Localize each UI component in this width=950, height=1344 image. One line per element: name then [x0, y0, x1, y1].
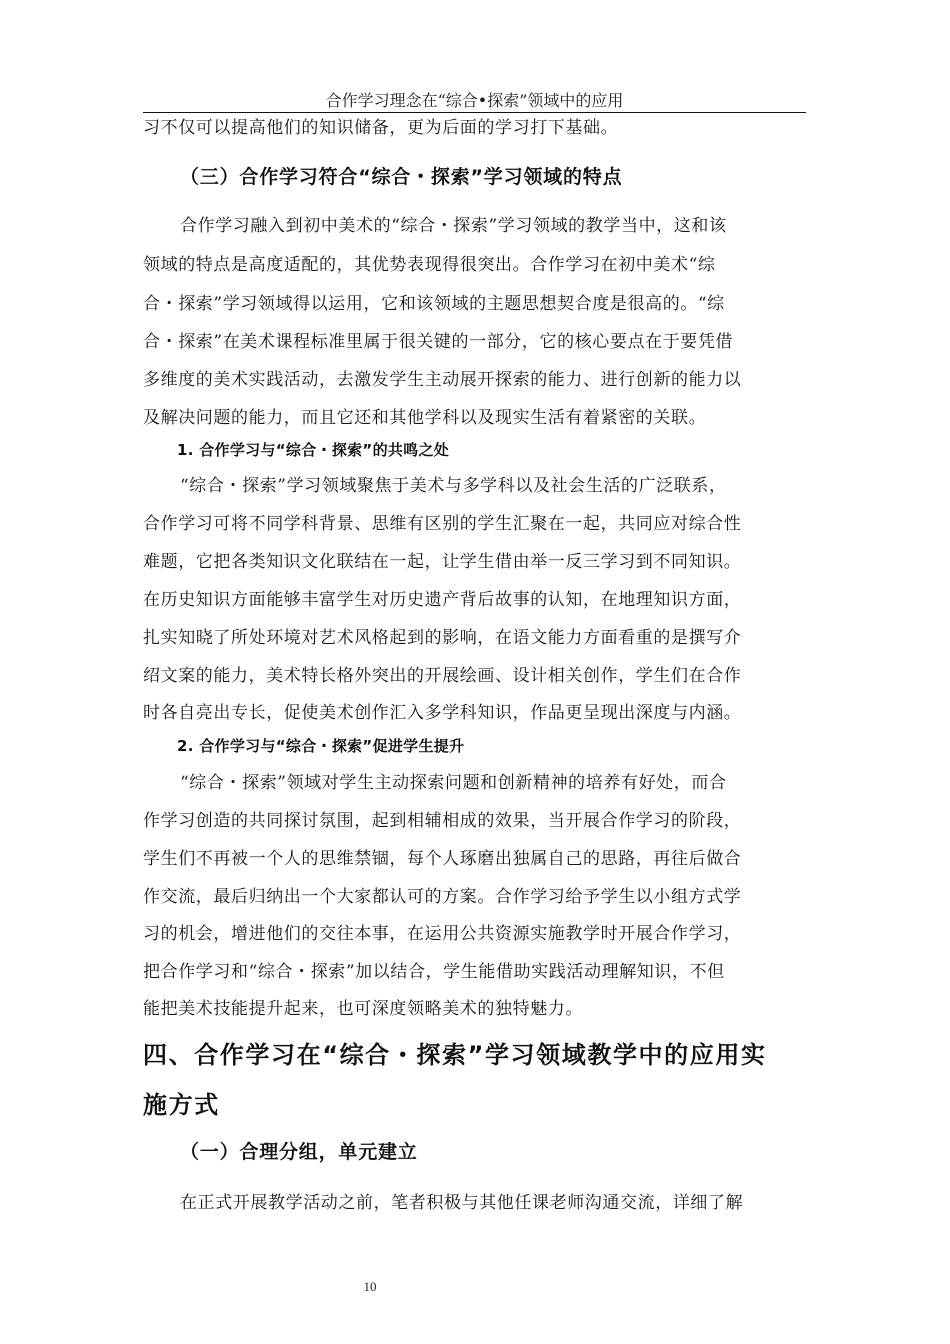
continuation-line: 习不仅可以提高他们的知识储备，更为后面的学习打下基础。 [143, 118, 619, 138]
paragraph-line: 合・探索”学习领域得以运用，它和该领域的主题思想契合度是很高的。“综 [143, 294, 725, 314]
paragraph-line: 领域的特点是高度适配的，其优势表现得很突出。合作学习在初中美术“综 [143, 255, 716, 275]
subsection-2-heading: 2. 合作学习与“综合・探索”促进学生提升 [177, 737, 465, 755]
paragraph-line: 扎实知晓了所处环境对艺术风格起到的影响，在语文能力方面看重的是撰写介 [143, 628, 742, 648]
chapter-heading-line: 四、合作学习在“综合・探索”学习领域教学中的应用实 [143, 1041, 767, 1069]
paragraph-line: 及解决问题的能力，而且它还和其他学科以及现实生活有着紧密的关联。 [143, 408, 707, 428]
header-rule [143, 112, 806, 113]
paragraph-line: 合作学习融入到初中美术的“综合・探索”学习领域的教学当中，这和该 [180, 216, 727, 236]
chapter-4-section-1-heading: （一）合理分组，单元建立 [180, 1141, 418, 1163]
paragraph-line: 多维度的美术实践活动，去激发学生主动展开探索的能力、进行创新的能力以 [143, 370, 742, 390]
paragraph-line: 难题，它把各类知识文化联结在一起，让学生借由举一反三学习到不同知识。 [143, 552, 742, 572]
chapter-heading-line: 施方式 [143, 1091, 220, 1119]
paragraph-line: 作学习创造的共同探讨氛围，起到相辅相成的效果，当开展合作学习的阶段， [143, 811, 742, 831]
paragraph-line: 作交流，最后归纳出一个大家都认可的方案。合作学习给予学生以小组方式学 [143, 887, 742, 907]
paragraph-line: 绍文案的能力，美术特长格外突出的开展绘画、设计相关创作，学生们在合作 [143, 666, 742, 686]
subsection-1-heading: 1. 合作学习与“综合・探索”的共鸣之处 [177, 441, 450, 459]
paragraph-line: 合・探索”在美术课程标准里属于很关键的一部分，它的核心要点在于要凭借 [143, 332, 734, 352]
paragraph-line: 合作学习可将不同学科背景、思维有区别的学生汇聚在一起，共同应对综合性 [143, 514, 742, 534]
section-3-heading: （三）合作学习符合“综合・探索”学习领域的特点 [180, 166, 623, 188]
paragraph-line: 把合作学习和“综合・探索”加以结合，学生能借助实践活动理解知识，不但 [143, 962, 725, 982]
paragraph-line: 学生们不再被一个人的思维禁锢，每个人琢磨出独属自己的思路，再往后做合 [143, 849, 742, 869]
paragraph-line: “综合・探索”学习领域聚焦于美术与多学科以及社会生活的广泛联系， [180, 476, 727, 496]
paragraph-line: 能把美术技能提升起来，也可深度领略美术的独特魅力。 [143, 999, 583, 1019]
running-header-title: 合作学习理念在“综合•探索”领域中的应用 [325, 91, 624, 110]
paragraph-line: “综合・探索”领域对学生主动探索问题和创新精神的培养有好处，而合 [180, 773, 727, 793]
paragraph-line: 在正式开展教学活动之前，笔者积极与其他任课老师沟通交流，详细了解 [180, 1193, 744, 1213]
paragraph-line: 时各自亮出专长，促使美术创作汇入多学科知识，作品更呈现出深度与内涵。 [143, 703, 742, 723]
paragraph-line: 习的机会，增进他们的交往本事，在运用公共资源实施教学时开展合作学习， [143, 924, 742, 944]
paragraph-line: 在历史知识方面能够丰富学生对历史遗产背后故事的认知，在地理知识方面， [143, 590, 742, 610]
page-number: 10 [363, 1279, 377, 1294]
